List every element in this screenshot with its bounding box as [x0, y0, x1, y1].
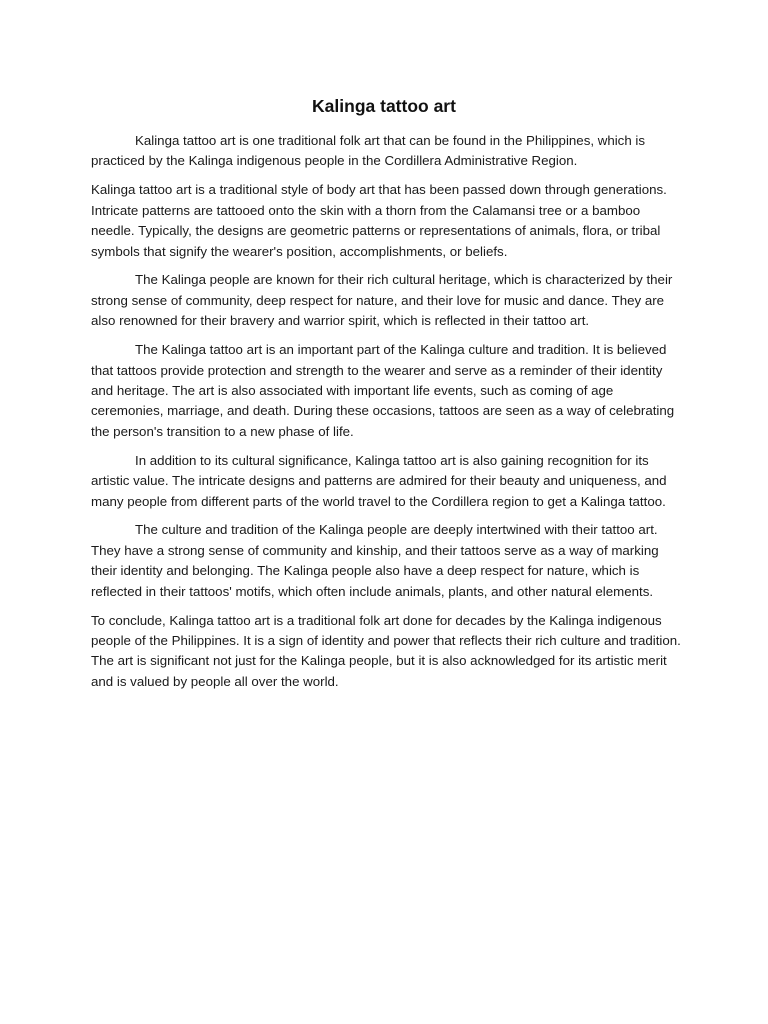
paragraph-body-art-style: Kalinga tattoo art is a traditional style of body art that has been passed down through generations. Intricate patterns are tattooed onto the skin with a thorn from the Calamansi tree or a bamboo needle. Typically, the designs are geometric patterns or representations of animals, flora, or tribal symbols that signify the wearer's position, accomplishments, or beliefs. — [91, 182, 667, 259]
paragraph-cultural-heritage: The Kalinga people are known for their rich cultural heritage, which is characterized by their strong sense of community, deep respect for nature, and their love for music and dance. They are also renowned for their bravery and warrior spirit, which is reflected in their tattoo art. — [91, 272, 673, 329]
paragraph-identity-belonging: The culture and tradition of the Kalinga people are deeply intertwined with their tattoo art. They have a strong sense of community and kinship, and their tattoos serve as a way of marking their identity and belonging. The Kalinga people also have a deep respect for nature, which is reflected in their tattoos' motifs, which often include animals, plants, and other natural elements. — [91, 522, 659, 599]
paragraph-conclusion: To conclude, Kalinga tattoo art is a traditional folk art done for decades by the Kalinga indigenous people of the Philippines. It is a sign of identity and power that reflects their rich culture and tradition. The art is significant not just for the Kalinga people, but it is also acknowledged for its artistic merit and is valued by people all over the world. — [91, 612, 681, 689]
document-title: Kalinga tattoo art — [312, 96, 456, 116]
paragraph-intro: Kalinga tattoo art is one traditional folk art that can be found in the Philippines, which is practiced by the Kalinga indigenous people in the Cordillera Administrative Region. — [91, 133, 646, 169]
paragraph-artistic-value: In addition to its cultural significance, Kalinga tattoo art is also gaining recognition for its artistic value. The intricate designs and patterns are admired for their beauty and uniqueness, and many people from different parts of the world travel to the Cordillera region to get a Kalinga tattoo. — [91, 452, 667, 509]
paragraph-culture-tradition: The Kalinga tattoo art is an important part of the Kalinga culture and tradition. It is believed that tattoos provide protection and strength to the wearer and serve as a reminder of their identity and heritage. The art is also associated with important life events, such as coming of age ceremonies, marriage, and death. During these occasions, tattoos are seen as a way of celebrating the person's transition to a new phase of life. — [91, 342, 675, 439]
document-body — [91, 131, 687, 701]
